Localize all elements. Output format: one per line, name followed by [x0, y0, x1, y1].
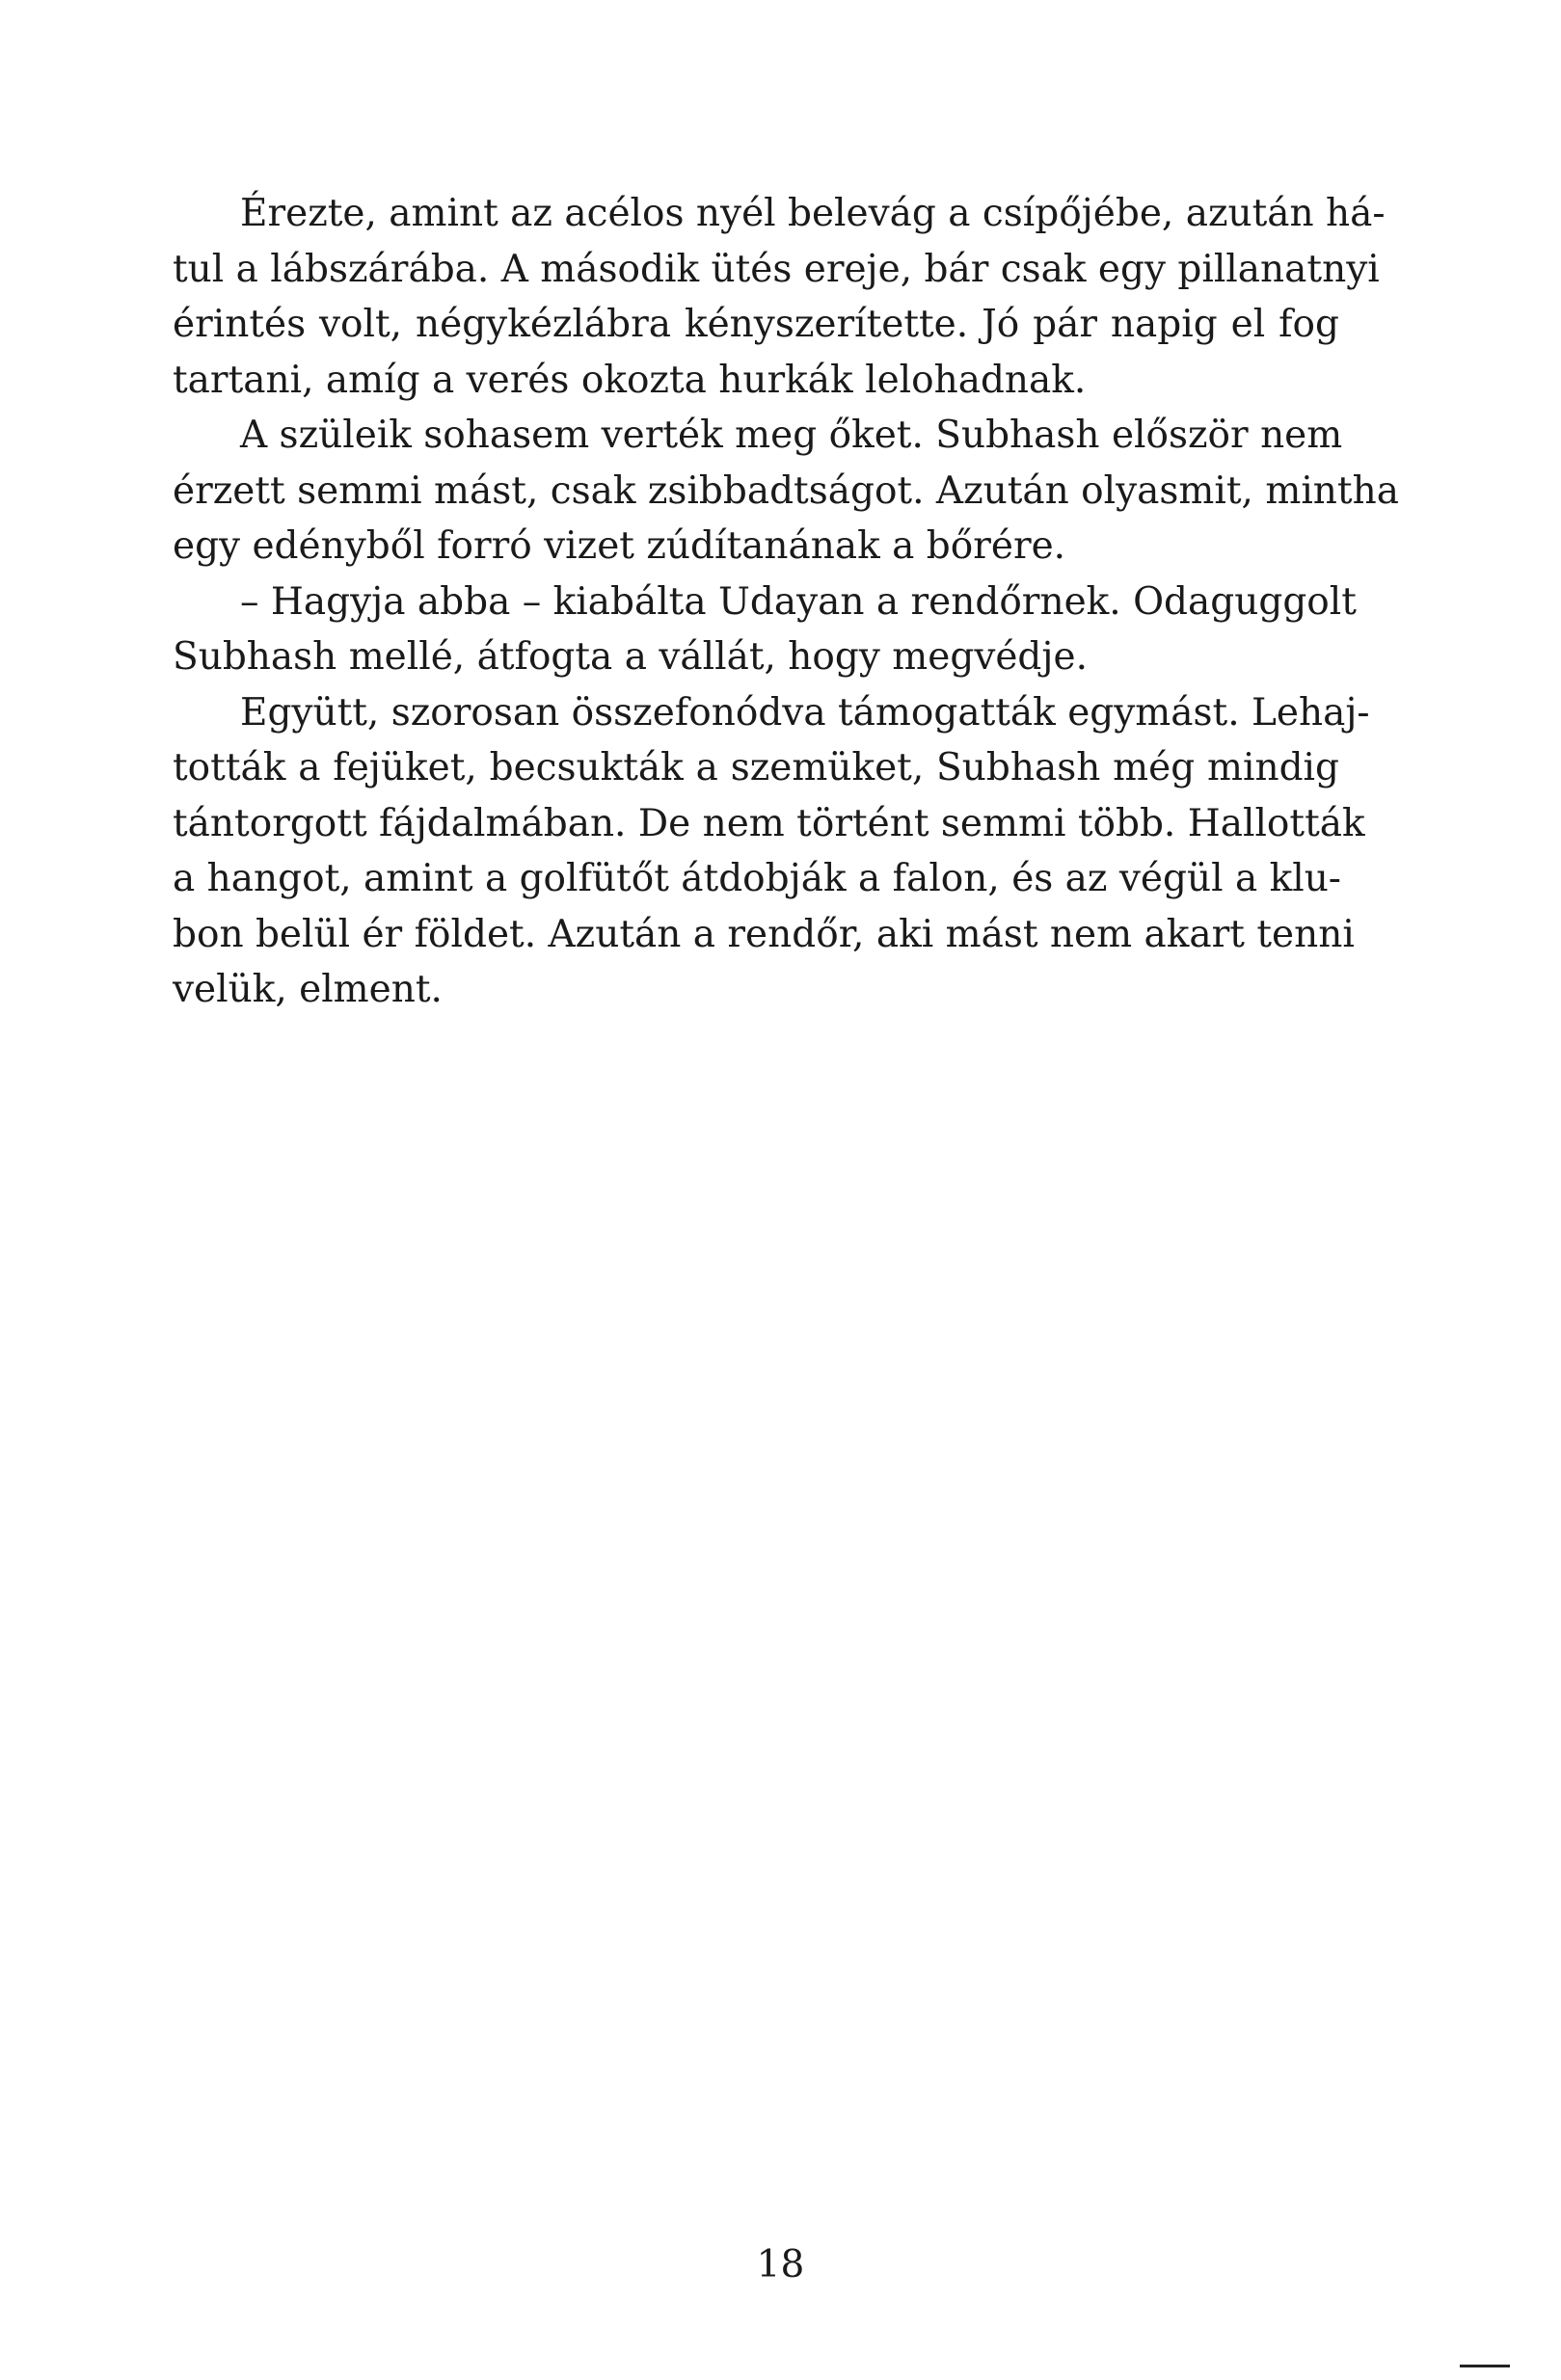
text-line: tartani, amíg a verés okozta hurkák lelohadnak.: [173, 358, 1087, 402]
text-line: tántorgott fájdalmában. De nem történt semmi több. Hallották: [173, 801, 1365, 845]
page-number: 18: [756, 2243, 805, 2286]
text-line: érzett semmi mást, csak zsibbadtságot. Azután olyasmit, mintha: [173, 468, 1399, 513]
text-line: érintés volt, négykézlábra kényszerítette. Jó pár napig el fog: [173, 303, 1339, 346]
text-line: Érezte, amint az acélos nyél belevág a csípőjébe, azután há-: [240, 192, 1386, 235]
text-line: Együtt, szorosan összefonódva támogatták egymást. Lehaj-: [240, 690, 1370, 735]
text-line: egy edényből forró vizet zúdítanának a bőrére.: [173, 524, 1066, 568]
corner-rule: [1460, 2365, 1510, 2367]
text-line: Subhash mellé, átfogta a vállát, hogy megvédje.: [173, 635, 1088, 679]
text-line: a hangot, amint a golfütőt átdobják a falon, és az végül a klu-: [173, 857, 1341, 900]
text-line: tották a fejüket, becsukták a szemüket, Subhash még mindig: [173, 746, 1339, 789]
body-text: [173, 186, 1399, 1018]
text-line: A szüleik sohasem verték meg őket. Subhash először nem: [240, 414, 1343, 457]
text-line: tul a lábszárába. A második ütés ereje, bár csak egy pillanatnyi: [173, 247, 1380, 291]
text-line: velük, elment.: [173, 968, 443, 1011]
text-line: – Hagyja abba – kiabálta Udayan a rendőrnek. Odaguggolt: [240, 579, 1357, 624]
text-line: bon belül ér földet. Azután a rendőr, aki mást nem akart tenni: [173, 912, 1355, 956]
